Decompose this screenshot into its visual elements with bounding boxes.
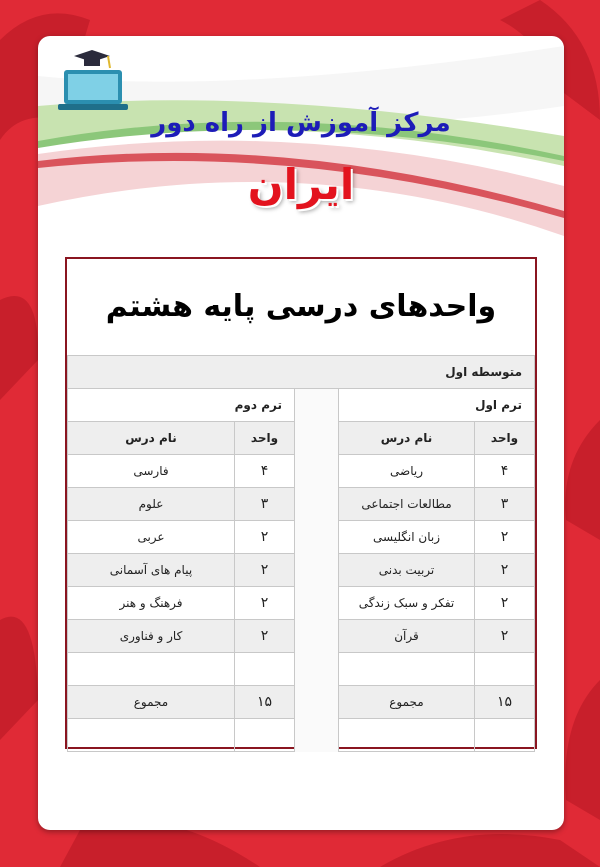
term1-course: تربیت بدنی bbox=[339, 554, 475, 587]
table-row bbox=[68, 554, 535, 587]
term1-units: ۲ bbox=[475, 554, 535, 587]
empty-row bbox=[68, 653, 535, 686]
term2-units: ۳ bbox=[235, 488, 295, 521]
term2-units-header: واحد bbox=[235, 422, 295, 455]
term2-course: عربی bbox=[68, 521, 235, 554]
units-table bbox=[67, 355, 535, 752]
term2-units: ۲ bbox=[235, 521, 295, 554]
term1-course: تفکر و سبک زندگی bbox=[339, 587, 475, 620]
brand-name: ایران bbox=[247, 160, 355, 209]
gap-cell bbox=[295, 686, 339, 719]
gap-cell bbox=[295, 422, 339, 455]
gap-cell bbox=[295, 488, 339, 521]
term2-units: ۴ bbox=[235, 455, 295, 488]
term2-total-label: مجموع bbox=[68, 686, 235, 719]
document-title: واحدهای درسی پایه هشتم bbox=[105, 289, 497, 324]
term1-total-units: ۱۵ bbox=[475, 686, 535, 719]
column-header-row bbox=[68, 422, 535, 455]
gap-cell bbox=[295, 587, 339, 620]
table-row bbox=[68, 488, 535, 521]
content-card bbox=[38, 36, 564, 830]
term2-units: ۲ bbox=[235, 587, 295, 620]
gap-cell bbox=[295, 389, 339, 422]
term1-label: ترم اول bbox=[339, 389, 535, 422]
term2-units: ۲ bbox=[235, 554, 295, 587]
section-label: متوسطه اول bbox=[68, 356, 535, 389]
term2-total-units: ۱۵ bbox=[235, 686, 295, 719]
term1-total-label: مجموع bbox=[339, 686, 475, 719]
term2-course: فارسی bbox=[68, 455, 235, 488]
term1-units: ۲ bbox=[475, 620, 535, 653]
gap-cell bbox=[295, 521, 339, 554]
table-row bbox=[68, 620, 535, 653]
term1-course: ریاضی bbox=[339, 455, 475, 488]
term1-course: قرآن bbox=[339, 620, 475, 653]
total-row bbox=[68, 686, 535, 719]
term1-units-header: واحد bbox=[475, 422, 535, 455]
empty-row bbox=[68, 719, 535, 752]
term2-units: ۲ bbox=[235, 620, 295, 653]
term-header-row bbox=[68, 389, 535, 422]
term2-course: فرهنگ و هنر bbox=[68, 587, 235, 620]
gap-cell bbox=[295, 554, 339, 587]
term1-units: ۳ bbox=[475, 488, 535, 521]
term1-course-header: نام درس bbox=[339, 422, 475, 455]
units-panel bbox=[65, 257, 537, 749]
table-row bbox=[68, 455, 535, 488]
term1-course: مطالعات اجتماعی bbox=[339, 488, 475, 521]
term1-units: ۴ bbox=[475, 455, 535, 488]
term2-course-header: نام درس bbox=[68, 422, 235, 455]
term2-label: ترم دوم bbox=[68, 389, 295, 422]
term2-course: پیام های آسمانی bbox=[68, 554, 235, 587]
term1-units: ۲ bbox=[475, 521, 535, 554]
section-row bbox=[68, 356, 535, 389]
term1-course: زبان انگلیسی bbox=[339, 521, 475, 554]
gap-cell bbox=[295, 455, 339, 488]
term2-course: کار و فناوری bbox=[68, 620, 235, 653]
table-row bbox=[68, 521, 535, 554]
term2-course: علوم bbox=[68, 488, 235, 521]
gap-cell bbox=[295, 620, 339, 653]
term1-units: ۲ bbox=[475, 587, 535, 620]
center-name: مرکز آموزش از راه دور bbox=[151, 108, 451, 138]
table-row bbox=[68, 587, 535, 620]
